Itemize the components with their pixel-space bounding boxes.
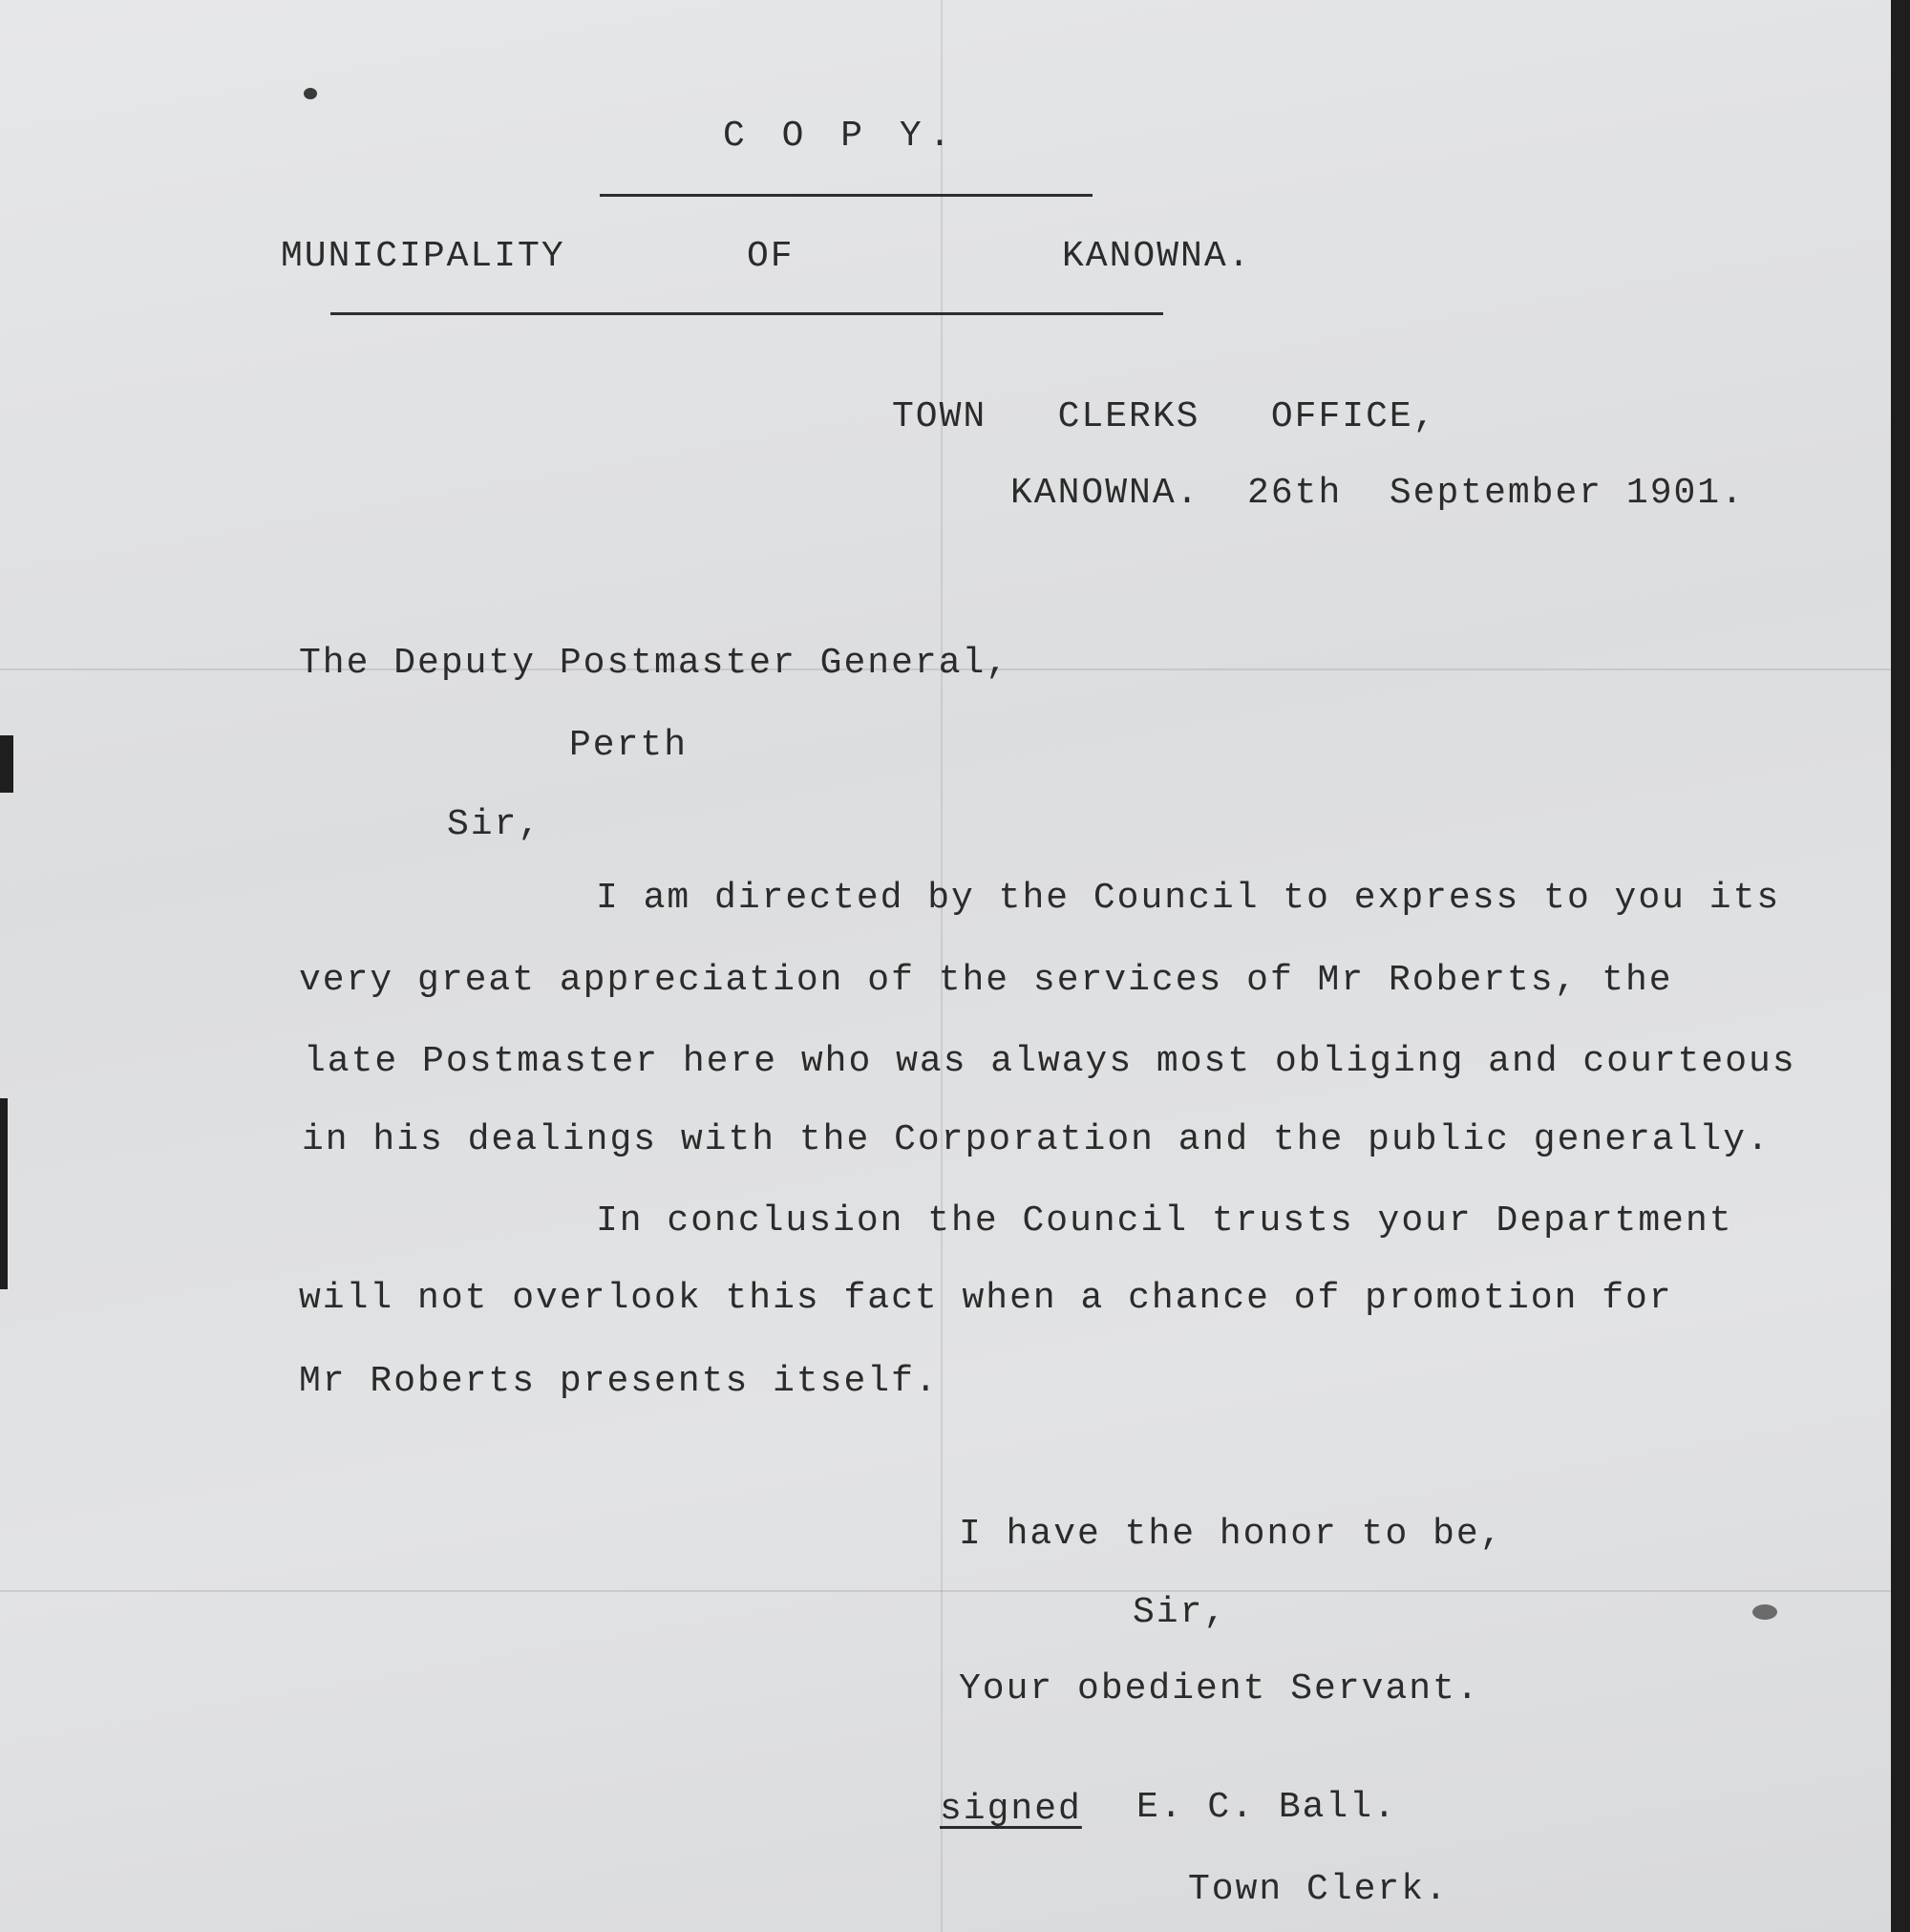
ink-spot (304, 88, 317, 99)
closing-line: Your obedient Servant. (959, 1668, 1480, 1709)
body-line: very great appreciation of the services of Mr Roberts, the (299, 960, 1673, 1001)
scan-edge (0, 1098, 8, 1289)
scan-edge (0, 735, 13, 793)
signatory-title: Town Clerk. (1188, 1869, 1449, 1910)
dateline: KANOWNA. 26th September 1901. (1010, 473, 1745, 514)
ink-spot (1752, 1604, 1777, 1620)
municipality-word: MUNICIPALITY (281, 236, 565, 277)
fold-crease (0, 1590, 1900, 1592)
copy-heading: C O P Y. (723, 116, 959, 157)
body-line: in his dealings with the Corporation and the public generally. (302, 1119, 1771, 1160)
scan-edge (1891, 0, 1910, 1932)
signed-label: signed (940, 1789, 1082, 1830)
body-line: will not overlook this fact when a chance of promotion for (299, 1278, 1673, 1319)
body-line: I am directed by the Council to express to you its (596, 878, 1781, 919)
office-line: TOWN CLERKS OFFICE, (892, 396, 1437, 437)
salutation: Sir, (447, 804, 542, 845)
closing-line: Sir, (1133, 1592, 1228, 1633)
heading-rule (600, 194, 1093, 197)
addressee-line: The Deputy Postmaster General, (299, 643, 1010, 684)
municipality-word: OF (747, 236, 795, 277)
municipality-word: KANOWNA. (1062, 236, 1252, 277)
addressee-line: Perth (569, 725, 689, 766)
signatory-name: E. C. Ball. (1136, 1787, 1397, 1828)
body-line: Mr Roberts presents itself. (299, 1361, 939, 1402)
closing-line: I have the honor to be, (959, 1514, 1504, 1555)
body-line: late Postmaster here who was always most obliging and courteous (304, 1041, 1796, 1082)
municipality-rule (330, 312, 1163, 315)
body-line: In conclusion the Council trusts your Department (596, 1200, 1733, 1242)
